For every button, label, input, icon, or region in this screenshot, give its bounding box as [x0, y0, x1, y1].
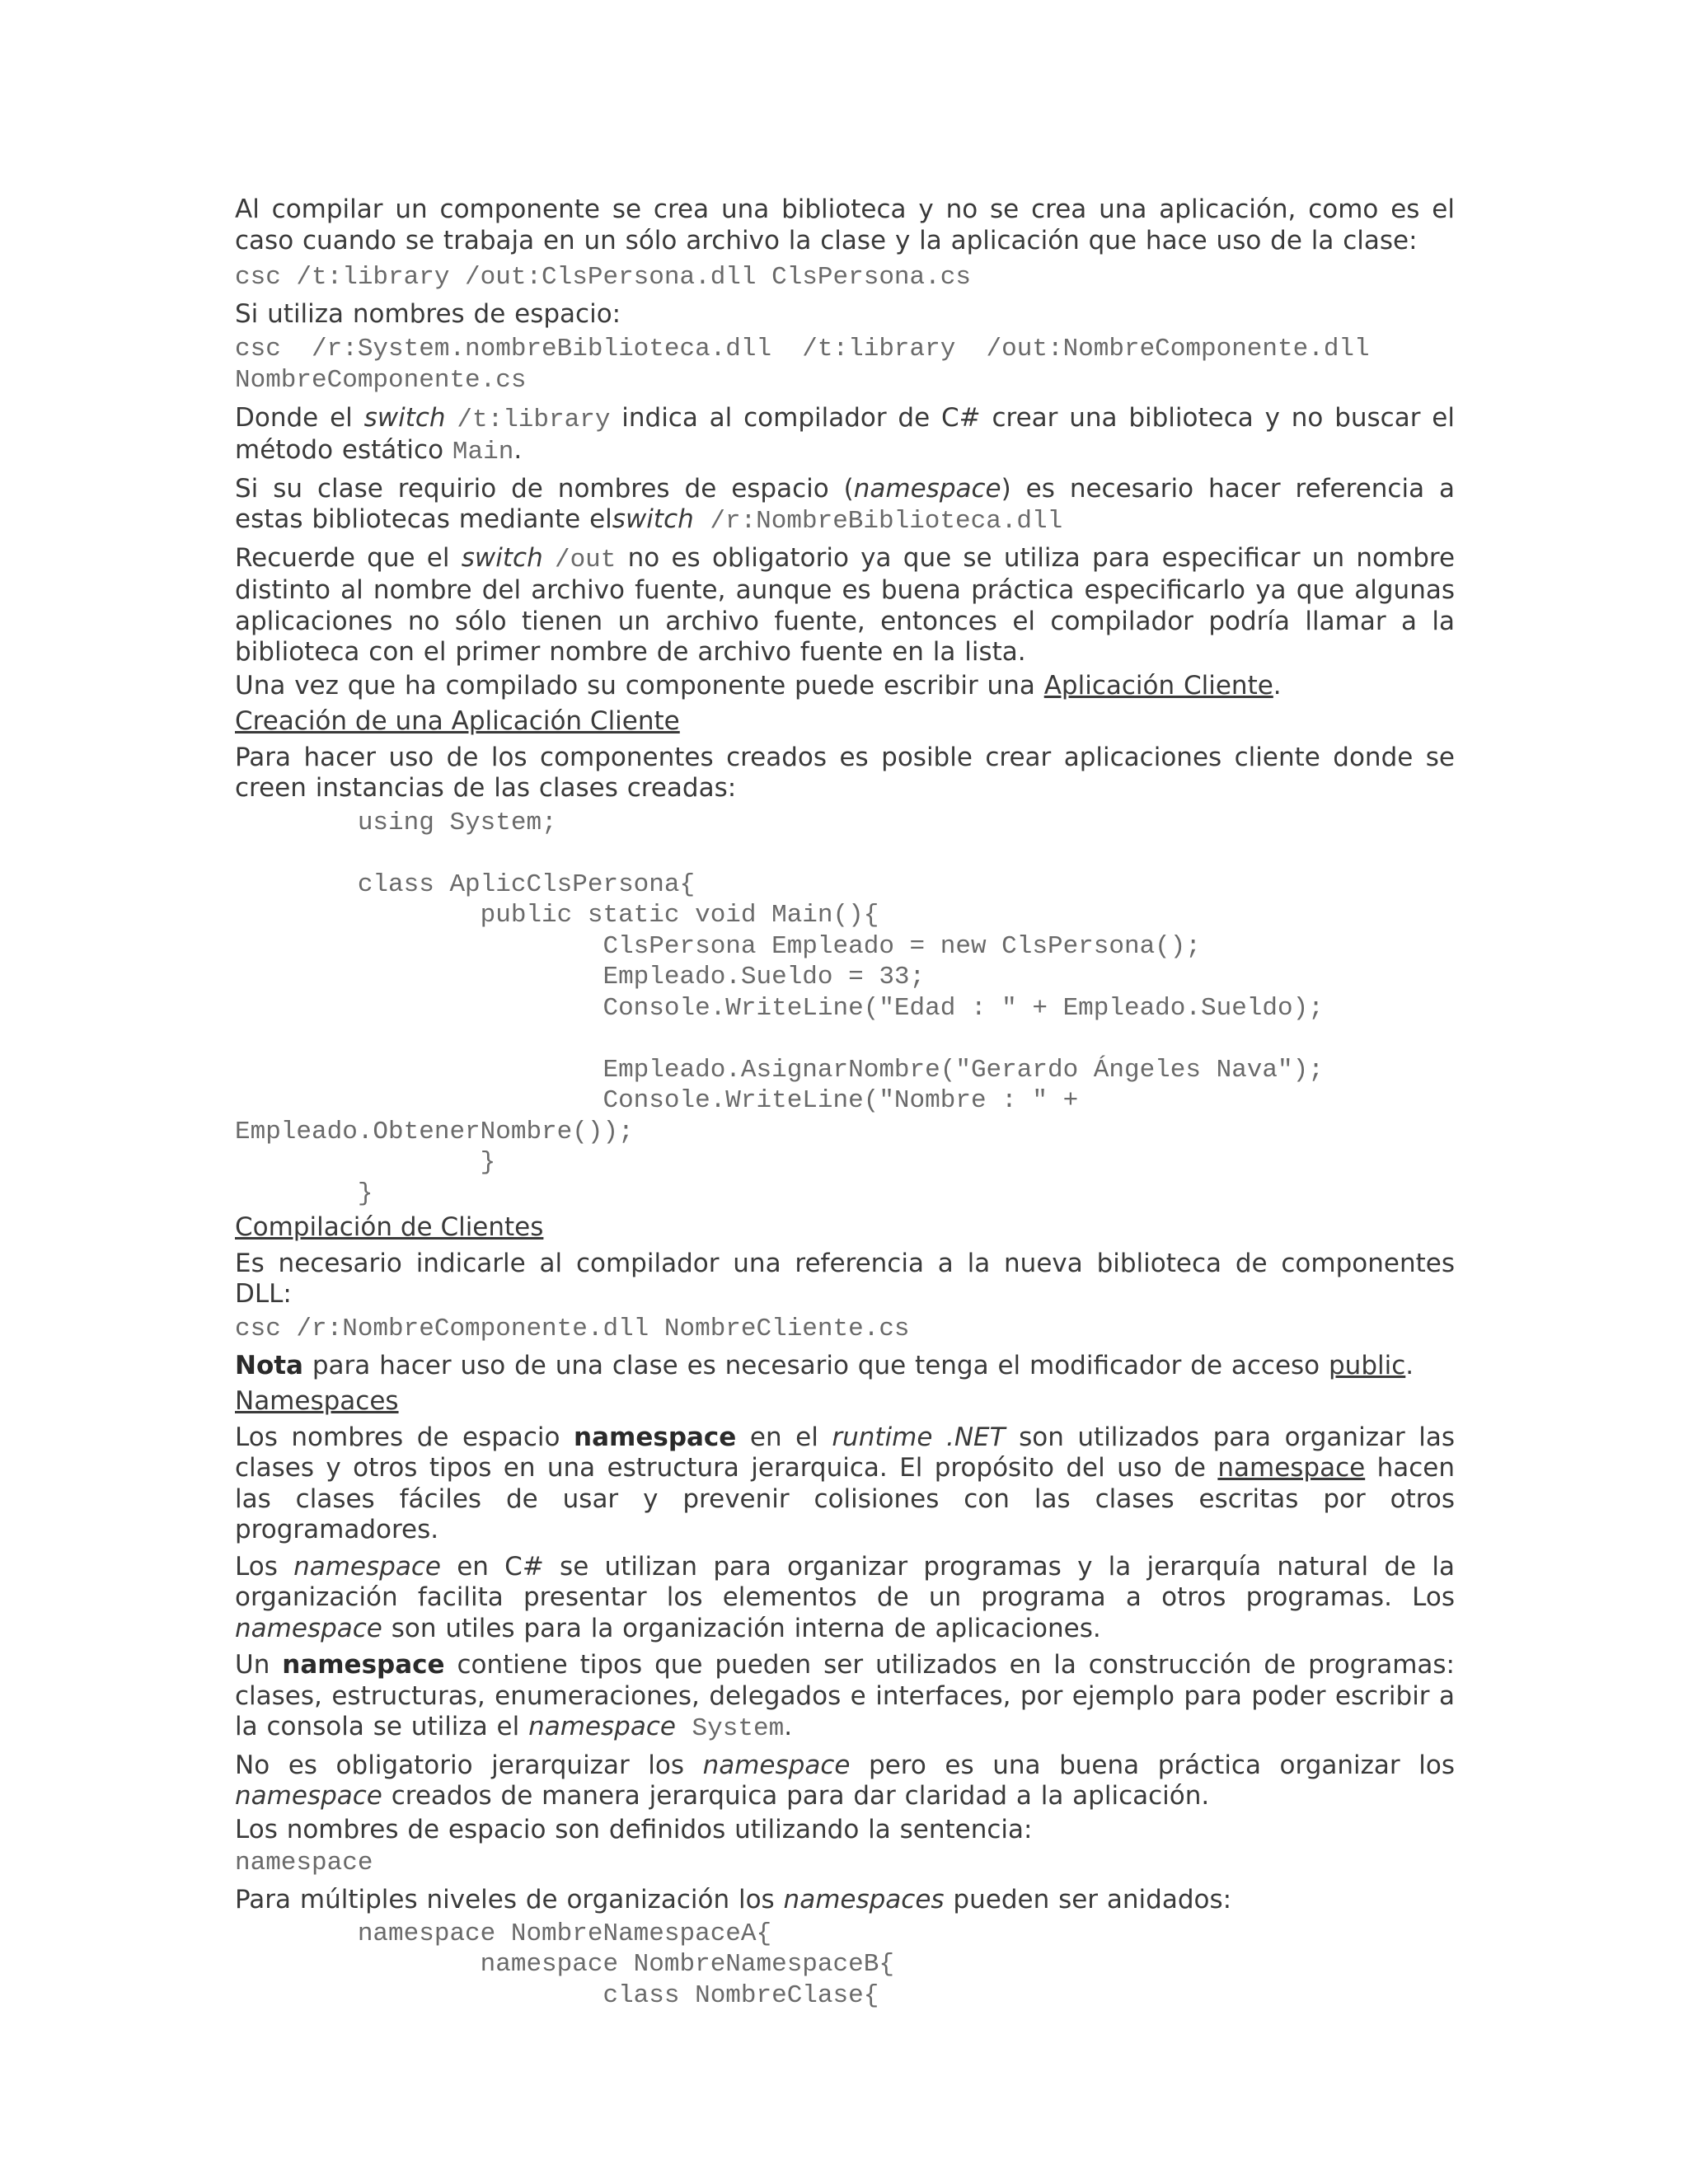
link-public[interactable]: public — [1329, 1350, 1406, 1380]
paragraph-nested-namespaces: Para múltiples niveles de organización los namespaces pueden ser anidados: — [235, 1885, 1232, 1915]
link-namespace[interactable]: namespace — [1217, 1453, 1366, 1483]
inline-code-system: System — [675, 1714, 785, 1743]
inline-code-out: /out — [554, 545, 617, 574]
namespace-bold: namespace — [282, 1650, 445, 1680]
paragraph-compile-component: Al compilar un componente se crea una biblioteca y no se crea una aplicación, como es el caso cuando se trabaja en un sólo archivo la clase y la aplicación que hace uso de la clase: — [235, 194, 1455, 255]
namespace-bold: namespace — [574, 1422, 737, 1452]
heading-client-creation: Creación de una Aplicación Cliente — [235, 706, 680, 736]
paragraph-note-public: Nota para hacer uso de una clase es necesario que tenga el modificador de acceso public. — [235, 1350, 1414, 1380]
paragraph-client-instances: Para hacer uso de los componentes creados es posible crear aplicaciones cliente donde se creen instancias de las clases creadas: — [235, 742, 1455, 803]
switch-term: switch — [461, 542, 543, 573]
note-label: Nota — [235, 1350, 303, 1380]
heading-namespaces: Namespaces — [235, 1386, 399, 1416]
paragraph-client-app: Una vez que ha compilado su componente puede escribir una Aplicación Cliente. — [235, 670, 1282, 701]
document-body — [235, 194, 1455, 2011]
paragraph-reference-switch: Si su clase requirio de nombres de espacio (namespace) es necesario hacer referencia a estas bibliotecas mediante elswitch /r:NombreBiblioteca.dll — [235, 473, 1455, 536]
code-block-nested-namespaces: namespace NombreNamespaceA{ namespace NombreNamespaceB{ class NombreClase{ — [357, 1919, 894, 2010]
switch-term: switch — [612, 504, 694, 534]
code-block-client-app: using System; class AplicClsPersona{ public static void Main(){ ClsPersona Empleado = new ClsPersona(); Empleado.Sueldo = 33; Console.WriteLine("Edad : " + Empleado.Sueldo); Empleado.AsignarNombre("Gerardo Ángeles Nava"); Console.WriteLine("Nombre : " + Empleado.ObtenerNombre()); } } — [235, 808, 1324, 1208]
paragraph-namespace-definition: Los nombres de espacio son definidos utilizando la sentencia: — [235, 1814, 1033, 1844]
inline-code-reference: /r:NombreBiblioteca.dll — [693, 507, 1063, 536]
command-line-1: csc /r:System.nombreBiblioteca.dll /t:library /out:NombreComponente.dll — [235, 334, 1370, 363]
inline-code-main: Main — [452, 438, 514, 466]
inline-code-library: /t:library — [457, 405, 611, 434]
namespace-term: namespace — [853, 473, 1001, 504]
command-line-2: NombreComponente.cs — [235, 365, 527, 395]
link-aplicacion-cliente[interactable]: Aplicación Cliente — [1043, 670, 1273, 701]
runtime-term: runtime .NET — [832, 1422, 1006, 1452]
keyword-namespace: namespace — [235, 1849, 373, 1877]
paragraph-dll-reference: Es necesario indicarle al compilador una referencia a la nueva biblioteca de componentes DLL: — [235, 1248, 1455, 1309]
switch-term: switch — [363, 402, 446, 433]
paragraph-namespace-hierarchy: No es obligatorio jerarquizar los namespace pero es una buena práctica organizar los namespace creados de manera jerarquica para dar claridad a la aplicación. — [235, 1750, 1455, 1811]
paragraph-namespace-runtime: Los nombres de espacio namespace en el runtime .NET son utilizados para organizar las clases y otros tipos en una estructura jerarquica. El propósito del uso de namespace hacen las clases fáciles de usar y prevenir colisiones con las clases escritas por otros programadores. — [235, 1422, 1456, 1544]
paragraph-namespaces-intro: Si utiliza nombres de espacio: — [235, 299, 621, 329]
paragraph-namespace-types: Un namespace contiene tipos que pueden ser utilizados en la construcción de programas: clases, estructuras, enumeraciones, delegados e interfaces, por ejemplo para poder escribir a la consola se utiliza el namespace System. — [235, 1650, 1455, 1743]
paragraph-namespace-csharp: Los namespace en C# se utilizan para organizar programas y la jerarquía natural de la organización facilita presentar los elementos de un programa a otros programas. Los namespace son utiles para la organización interna de aplicaciones. — [235, 1551, 1455, 1643]
heading-client-compilation: Compilación de Clientes — [235, 1212, 544, 1242]
paragraph-switch-library: Donde el switch /t:library indica al compilador de C# crear una biblioteca y no buscar el método estático Main. — [235, 402, 1455, 466]
paragraph-out-switch: Recuerde que el switch /out no es obligatorio ya que se utiliza para especificar un nombre distinto al nombre del archivo fuente, aunque es buena práctica especificarlo ya que algunas aplicaciones no sólo tienen un archivo fuente, entonces el compilador podría llamar a la biblioteca con el primer nombre de archivo fuente en la lista. — [235, 542, 1456, 667]
command-compile-client: csc /r:NombreComponente.dll NombreCliente.cs — [235, 1314, 910, 1343]
command-compile-library: csc /t:library /out:ClsPersona.dll ClsPersona.cs — [235, 263, 971, 292]
command-compile-with-reference — [235, 334, 1455, 396]
